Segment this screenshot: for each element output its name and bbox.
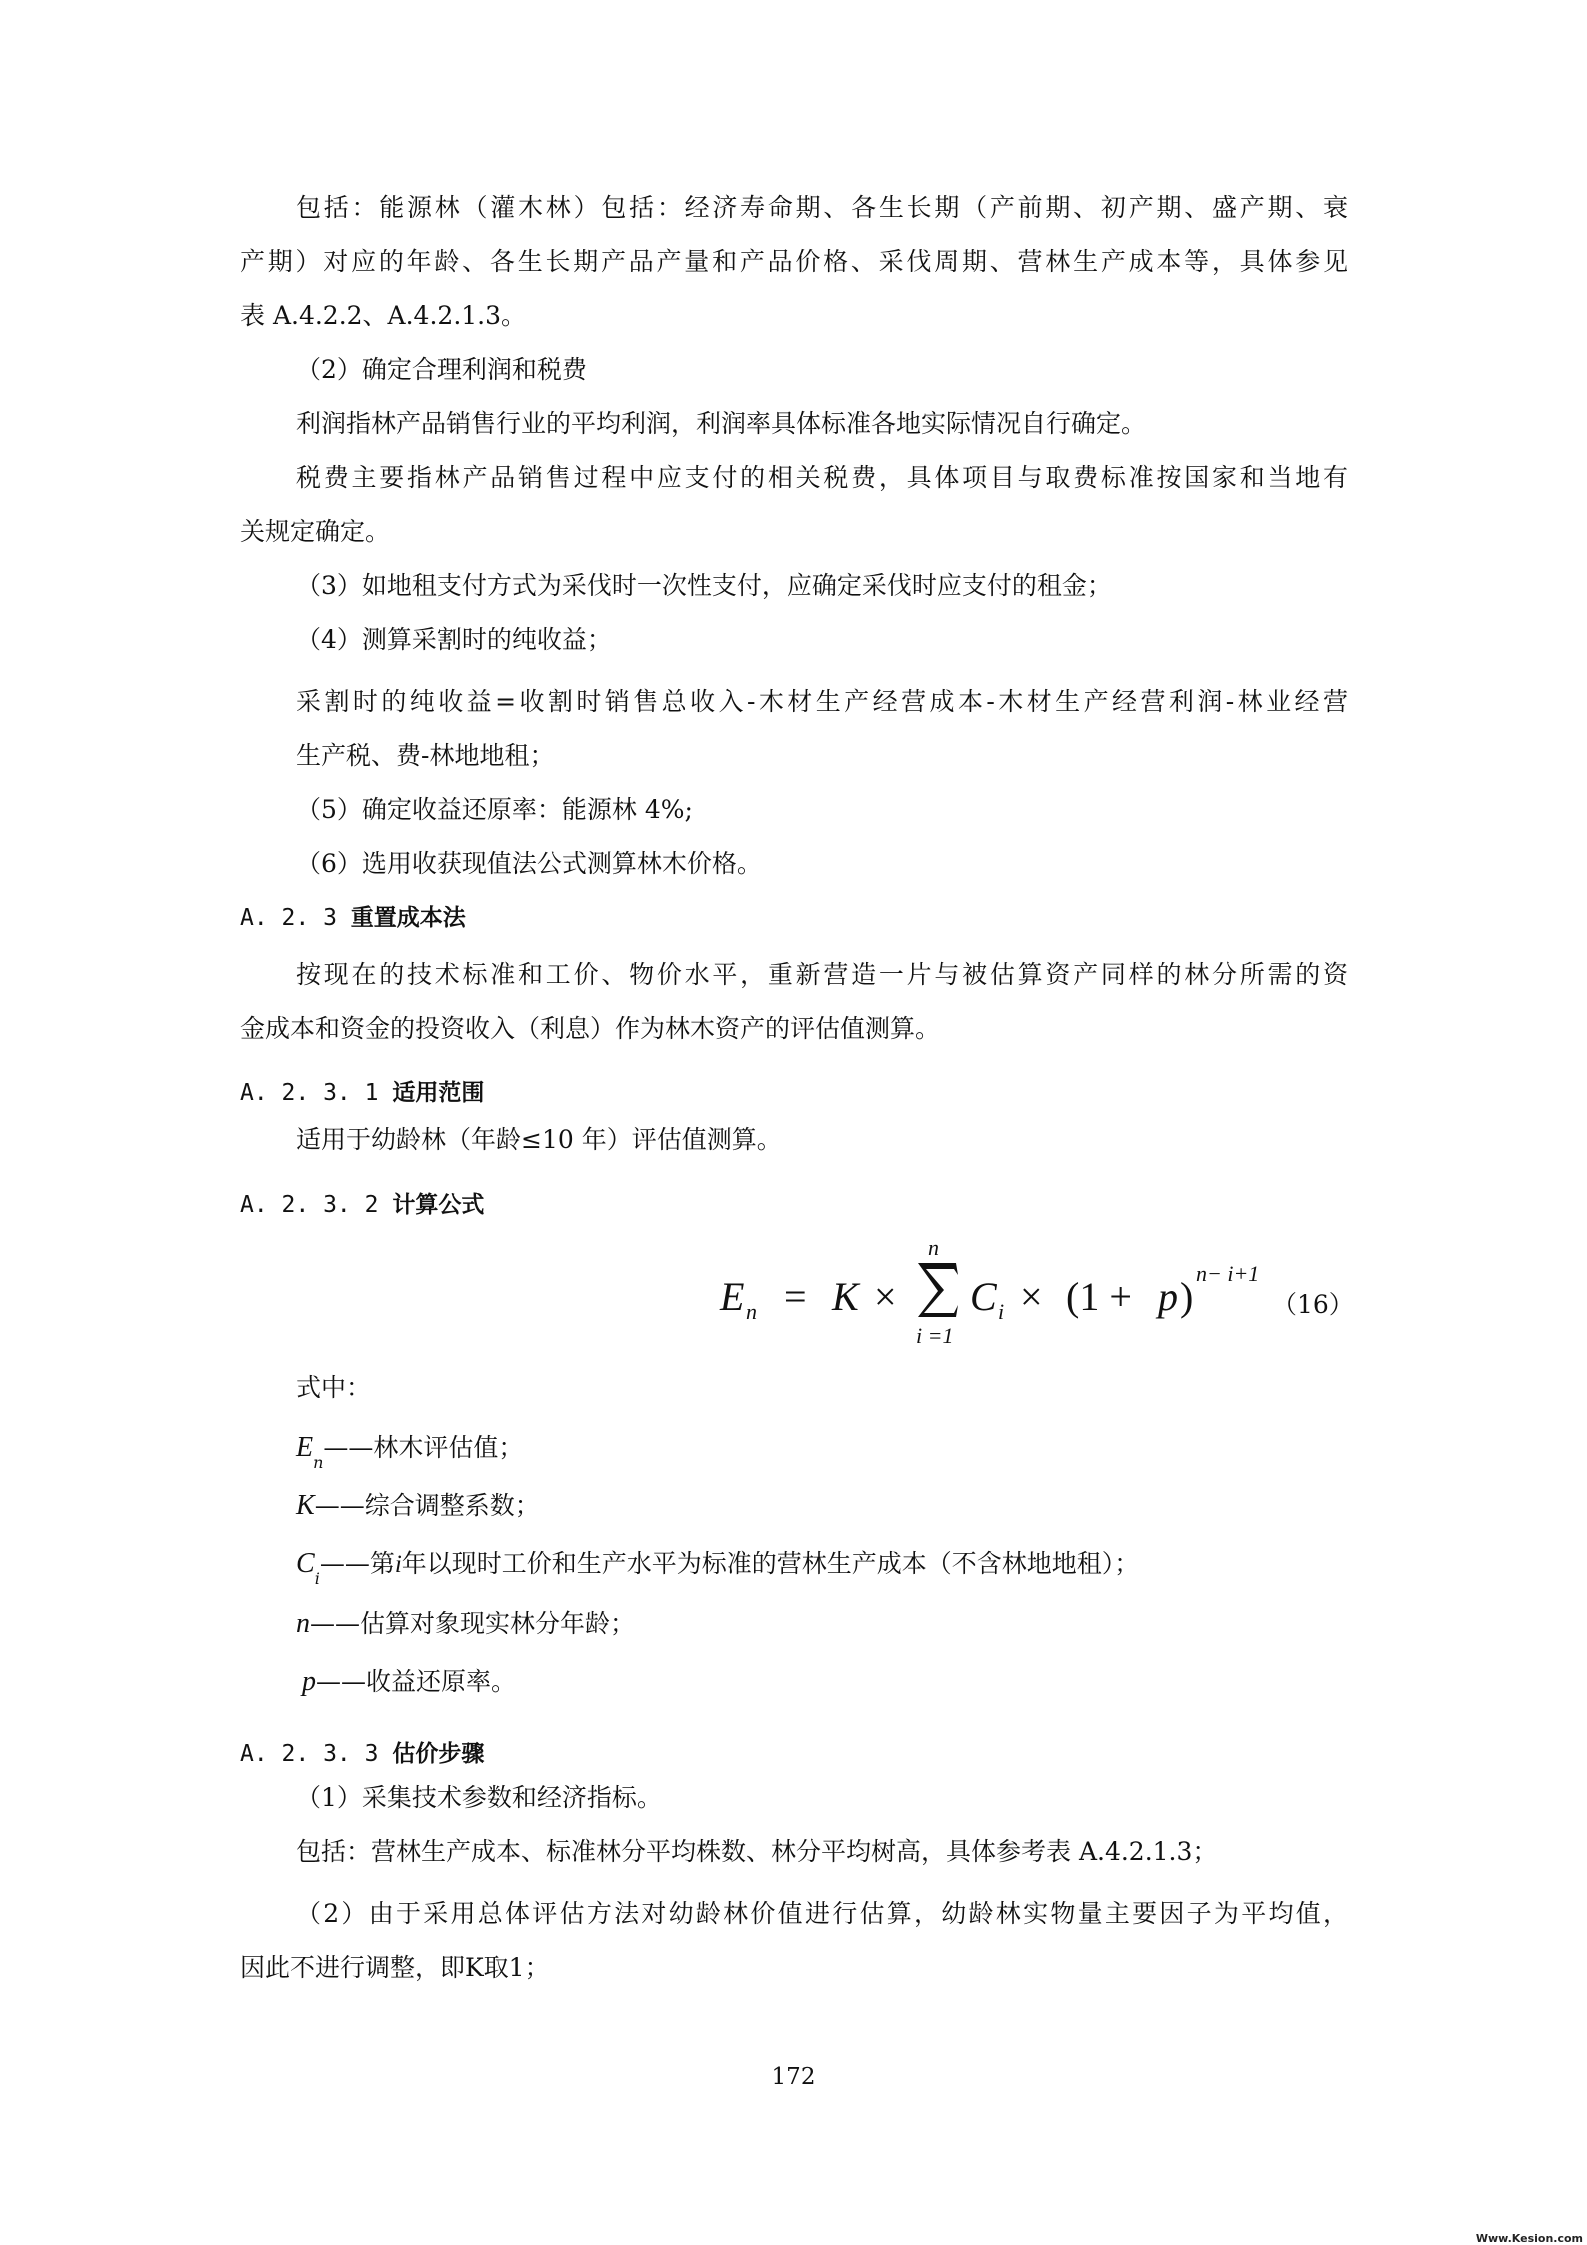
paragraph-line: 适用于幼龄林（年龄≤10 年）评估值测算。 [296,1125,782,1154]
section-heading [240,1734,484,1774]
formula-times: × [874,1274,897,1319]
formula-exponent: n− i+1 [1196,1261,1260,1286]
formula-intro: 式中： [296,1373,372,1402]
paragraph-line: 关规定确定。 [240,517,391,546]
heading-number: A. 2. 3. 1 [240,1080,379,1106]
paragraph-line: 产期）对应的年龄、各生长期产品产量和产品价格、采伐周期、营林生产成本等，具体参见 [240,247,1348,276]
paragraph-line: 表 A.4.2.2、A.4.2.1.3。 [240,301,527,330]
variable-subscript: i [314,1569,320,1588]
formula-lhs: E [720,1274,745,1319]
paragraph-line: 税费主要指林产品销售过程中应支付的相关税费，具体项目与取费标准按国家和当地有 [296,463,1348,492]
paragraph-line: （3）如地租支付方式为采伐时一次性支付，应确定采伐时应支付的租金； [296,571,1112,600]
paragraph-line: 包括：能源林（灌木林）包括：经济寿命期、各生长期（产前期、初产期、盛产期、衰 [296,193,1348,222]
formula-paren-close: ) [1180,1274,1194,1319]
paragraph-line: （2）由于采用总体评估方法对幼龄林价值进行估算，幼龄林实物量主要因子为平均值， [296,1899,1348,1928]
variable-definition [296,1662,516,1702]
heading-title: 重置成本法 [350,905,466,931]
heading-title: 适用范围 [392,1080,485,1106]
paragraph-line: （1）采集技术参数和经济指标。 [296,1783,662,1812]
variable-symbol: C [296,1548,315,1579]
page-number: 172 [771,2064,816,2090]
variable-symbol: p [302,1666,316,1697]
heading-title: 计算公式 [392,1192,485,1218]
formula-c-subscript: i [998,1299,1005,1324]
heading-number: A. 2. 3 [240,905,337,931]
paragraph-line: （6）选用收获现值法公式测算林木价格。 [296,849,762,878]
variable-description: ——综合调整系数； [314,1491,540,1520]
formula-sum-upper: n [928,1235,939,1260]
paragraph-line: （5）确定收益还原率：能源林 4%; [296,795,693,824]
variable-definition [296,1486,540,1526]
variable-symbol: K [296,1490,315,1521]
variable-description: 年以现时工价和生产水平为标准的营林生产成本（不含林地地租）； [401,1549,1140,1578]
paragraph-line: （4）测算采割时的纯收益； [296,625,612,654]
variable-description: ——收益还原率。 [316,1667,517,1696]
heading-title: 估价步骤 [392,1741,485,1767]
formula-lhs-subscript: n [746,1299,757,1324]
variable-description: ——林木评估值； [323,1433,524,1462]
formula-paren-open: (1 + [1066,1274,1132,1319]
paragraph-line: （2）确定合理利润和税费 [296,355,587,384]
formula-times: × [1020,1274,1043,1319]
section-heading [240,898,466,938]
formula-number: （16） [1272,1290,1354,1319]
paragraph-line: 因此不进行调整，即K取1； [240,1953,550,1982]
variable-inline-i: i [394,1551,402,1578]
watermark: Www.Kesion.com [1475,2232,1583,2245]
paragraph-line: 生产税、费-林地地租； [296,741,555,770]
formula-16 [720,1235,1360,1375]
paragraph-line: 利润指林产品销售行业的平均利润，利润率具体标准各地实际情况自行确定。 [296,409,1147,438]
formula-equals: = [784,1274,807,1319]
heading-number: A. 2. 3. 3 [240,1741,379,1767]
variable-description: ——第 [319,1549,395,1578]
variable-definition [296,1604,635,1644]
formula-k: K [832,1274,859,1319]
variable-symbol: n [296,1608,310,1639]
variable-definition [296,1428,523,1477]
paragraph-line: 包括：营林生产成本、标准林分平均株数、林分平均树高，具体参考表 A.4.2.1.3； [296,1837,1218,1866]
summation-icon [916,1261,960,1319]
variable-symbol: E [296,1432,314,1463]
section-heading [240,1073,484,1113]
paragraph-line: 采割时的纯收益=收割时销售总收入-木材生产经营成本-木材生产经营利润-林业经营 [296,687,1348,716]
heading-number: A. 2. 3. 2 [240,1192,379,1218]
formula-p: p [1158,1274,1178,1319]
variable-description: ——估算对象现实林分年龄； [310,1609,636,1638]
formula-c: C [970,1274,997,1319]
section-heading [240,1185,484,1225]
variable-subscript: n [313,1453,324,1472]
paragraph-line: 金成本和资金的投资收入（利息）作为林木资产的评估值测算。 [240,1014,941,1043]
variable-definition [296,1544,1139,1593]
formula-sum-lower: i =1 [916,1323,954,1348]
paragraph-line: 按现在的技术标准和工价、物价水平，重新营造一片与被估算资产同样的林分所需的资 [296,960,1348,989]
